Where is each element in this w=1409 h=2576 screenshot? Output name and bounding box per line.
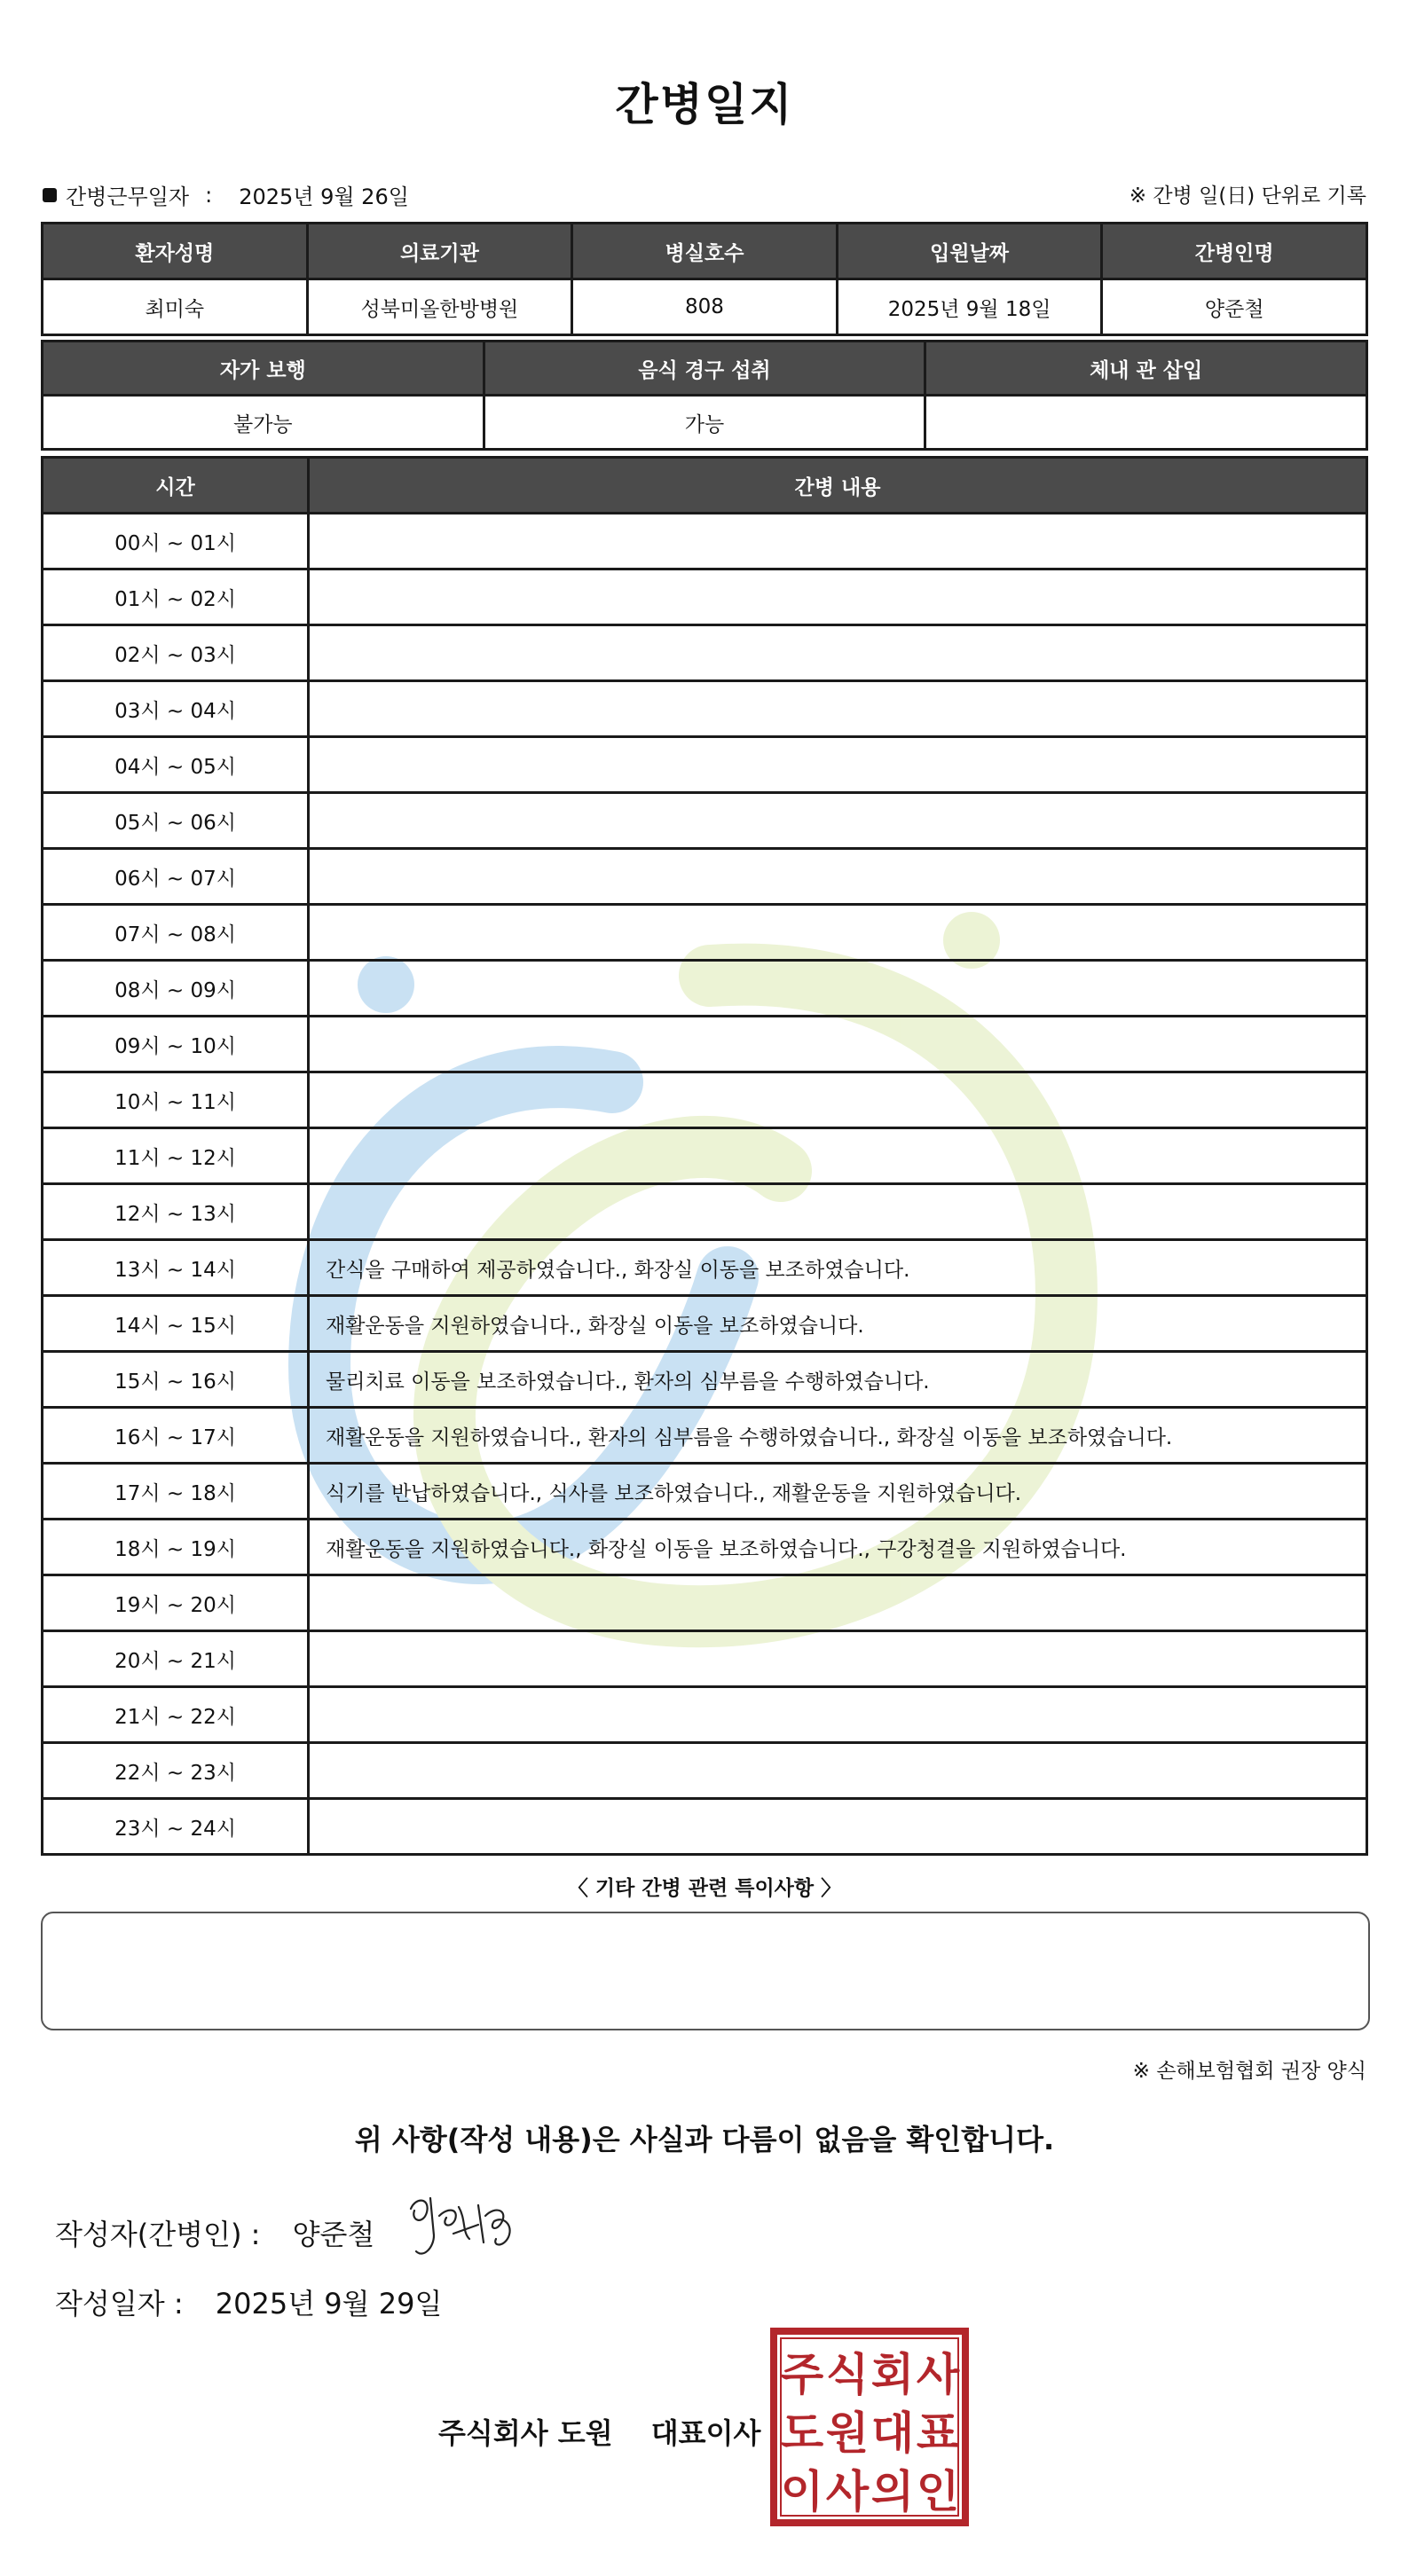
table-row bbox=[43, 1575, 1367, 1631]
bullet-square-icon bbox=[43, 188, 57, 202]
time-slot: 06시 ~ 07시 bbox=[43, 849, 309, 905]
care-content bbox=[309, 1799, 1367, 1855]
tube-insertion-value bbox=[925, 396, 1367, 450]
writer-label: 작성자(간병인) : bbox=[55, 2218, 261, 2251]
care-content bbox=[309, 1743, 1367, 1799]
seal-character: 사 bbox=[825, 2465, 870, 2517]
table-row bbox=[43, 1799, 1367, 1855]
seal-character: 회 bbox=[870, 2348, 915, 2400]
company-name: 주식회사 도원 bbox=[438, 2416, 613, 2450]
table-row bbox=[43, 1631, 1367, 1687]
notes-title: 〈 기타 간병 관련 특이사항 〉 bbox=[567, 1877, 842, 1900]
written-date-label: 작성일자 : bbox=[55, 2287, 184, 2321]
patient-header-row bbox=[43, 224, 1367, 279]
patient-name: 최미숙 bbox=[43, 279, 308, 335]
seal-character: 도 bbox=[780, 2407, 824, 2459]
table-row bbox=[43, 849, 1367, 905]
caregiver-name: 양준철 bbox=[1102, 279, 1367, 335]
table-row bbox=[43, 1352, 1367, 1408]
care-content bbox=[309, 1631, 1367, 1687]
care-content bbox=[309, 625, 1367, 681]
table-row bbox=[43, 681, 1367, 737]
care-content bbox=[309, 961, 1367, 1017]
seal-character: 원 bbox=[825, 2407, 870, 2459]
time-slot: 08시 ~ 09시 bbox=[43, 961, 309, 1017]
seal-character: 인 bbox=[916, 2465, 960, 2517]
table-row bbox=[43, 1128, 1367, 1184]
seal-character: 사 bbox=[916, 2348, 960, 2400]
company-line bbox=[438, 2411, 760, 2452]
header-admission-date: 입원날짜 bbox=[837, 224, 1102, 279]
table-row bbox=[43, 905, 1367, 961]
table-row bbox=[43, 514, 1367, 569]
care-content bbox=[309, 1184, 1367, 1240]
table-row bbox=[43, 1072, 1367, 1128]
table-row bbox=[43, 1743, 1367, 1799]
work-date bbox=[43, 179, 409, 210]
table-row bbox=[43, 569, 1367, 625]
time-slot: 09시 ~ 10시 bbox=[43, 1017, 309, 1072]
care-content bbox=[309, 1072, 1367, 1128]
room-number: 808 bbox=[572, 279, 838, 335]
time-slot: 00시 ~ 01시 bbox=[43, 514, 309, 569]
work-date-value: 2025년 9월 26일 bbox=[239, 185, 409, 209]
hospital-name: 성북미올한방병원 bbox=[307, 279, 572, 335]
time-slot: 18시 ~ 19시 bbox=[43, 1520, 309, 1575]
care-content bbox=[309, 1017, 1367, 1072]
time-slot: 23시 ~ 24시 bbox=[43, 1799, 309, 1855]
handwritten-signature bbox=[404, 2189, 528, 2264]
time-slot: 16시 ~ 17시 bbox=[43, 1408, 309, 1464]
seal-character: 식 bbox=[825, 2348, 870, 2400]
table-row bbox=[43, 1296, 1367, 1352]
table-row bbox=[43, 1408, 1367, 1464]
time-slot: 11시 ~ 12시 bbox=[43, 1128, 309, 1184]
care-content bbox=[309, 737, 1367, 793]
seal-character: 대 bbox=[870, 2407, 915, 2459]
care-content bbox=[309, 681, 1367, 737]
header-self-walking: 자가 보행 bbox=[43, 342, 484, 396]
time-slot: 04시 ~ 05시 bbox=[43, 737, 309, 793]
care-content bbox=[309, 793, 1367, 849]
table-row bbox=[43, 1464, 1367, 1520]
time-slot: 20시 ~ 21시 bbox=[43, 1631, 309, 1687]
time-slot: 12시 ~ 13시 bbox=[43, 1184, 309, 1240]
table-row bbox=[43, 793, 1367, 849]
patient-value-row bbox=[43, 279, 1367, 335]
care-content bbox=[309, 1687, 1367, 1743]
seal-character: 표 bbox=[916, 2407, 960, 2459]
header-hospital: 의료기관 bbox=[307, 224, 572, 279]
table-row bbox=[43, 961, 1367, 1017]
page-title: 간병일지 bbox=[615, 79, 794, 130]
notes-box bbox=[41, 1912, 1370, 2030]
time-slot: 07시 ~ 08시 bbox=[43, 905, 309, 961]
care-content: 재활운동을 지원하였습니다., 화장실 이동을 보조하였습니다. bbox=[309, 1296, 1367, 1352]
oral-intake-value: 가능 bbox=[484, 396, 925, 450]
care-content bbox=[309, 849, 1367, 905]
writer-line bbox=[55, 2212, 374, 2253]
table-row bbox=[43, 1520, 1367, 1575]
patient-status-table bbox=[41, 340, 1368, 451]
status-header-row bbox=[43, 342, 1367, 396]
time-slot: 22시 ~ 23시 bbox=[43, 1743, 309, 1799]
care-content: 간식을 구매하여 제공하였습니다., 화장실 이동을 보조하였습니다. bbox=[309, 1240, 1367, 1296]
care-content bbox=[309, 1128, 1367, 1184]
time-slot: 14시 ~ 15시 bbox=[43, 1296, 309, 1352]
time-slot: 02시 ~ 03시 bbox=[43, 625, 309, 681]
table-row bbox=[43, 1184, 1367, 1240]
care-content: 재활운동을 지원하였습니다., 화장실 이동을 보조하였습니다., 구강청결을 지원하였습니다. bbox=[309, 1520, 1367, 1575]
time-slot: 10시 ~ 11시 bbox=[43, 1072, 309, 1128]
care-content bbox=[309, 1575, 1367, 1631]
status-value-row bbox=[43, 396, 1367, 450]
unit-note: ※ 간병 일(日) 단위로 기록 bbox=[1129, 185, 1366, 208]
patient-info-table bbox=[41, 222, 1368, 336]
table-row bbox=[43, 1687, 1367, 1743]
table-row bbox=[43, 1240, 1367, 1296]
company-seal-stamp bbox=[770, 2328, 969, 2526]
table-row bbox=[43, 625, 1367, 681]
written-date-value: 2025년 9월 29일 bbox=[215, 2287, 443, 2321]
company-title: 대표이사 bbox=[650, 2416, 761, 2450]
seal-character: 주 bbox=[780, 2348, 824, 2400]
table-row bbox=[43, 1017, 1367, 1072]
care-content: 식기를 반납하였습니다., 식사를 보조하였습니다., 재활운동을 지원하였습니다. bbox=[309, 1464, 1367, 1520]
work-date-colon: : bbox=[205, 182, 213, 208]
seal-character: 이 bbox=[780, 2465, 824, 2517]
care-content bbox=[309, 569, 1367, 625]
time-slot: 13시 ~ 14시 bbox=[43, 1240, 309, 1296]
writer-name: 양준철 bbox=[292, 2218, 375, 2251]
header-patient-name: 환자성명 bbox=[43, 224, 308, 279]
confirmation-statement: 위 사항(작성 내용)은 사실과 다름이 없음을 확인합니다. bbox=[354, 2123, 1055, 2156]
time-slot: 19시 ~ 20시 bbox=[43, 1575, 309, 1631]
work-date-label: 간병근무일자 bbox=[66, 185, 190, 209]
time-slot: 03시 ~ 04시 bbox=[43, 681, 309, 737]
header-caregiver-name: 간병인명 bbox=[1102, 224, 1367, 279]
care-log-table bbox=[41, 456, 1368, 1856]
care-content: 물리치료 이동을 보조하였습니다., 환자의 심부름을 수행하였습니다. bbox=[309, 1352, 1367, 1408]
header-time: 시간 bbox=[43, 458, 309, 514]
table-row bbox=[43, 737, 1367, 793]
time-slot: 21시 ~ 22시 bbox=[43, 1687, 309, 1743]
time-slot: 05시 ~ 06시 bbox=[43, 793, 309, 849]
seal-character: 의 bbox=[870, 2465, 915, 2517]
header-room: 병실호수 bbox=[572, 224, 838, 279]
care-content: 재활운동을 지원하였습니다., 환자의 심부름을 수행하였습니다., 화장실 이동을 보조하였습니다. bbox=[309, 1408, 1367, 1464]
time-slot: 15시 ~ 16시 bbox=[43, 1352, 309, 1408]
self-walking-value: 불가능 bbox=[43, 396, 484, 450]
written-date-line bbox=[55, 2281, 442, 2322]
recommendation-note: ※ 손해보험협회 권장 양식 bbox=[1132, 2060, 1366, 2083]
header-care-content: 간병 내용 bbox=[309, 458, 1367, 514]
care-content bbox=[309, 514, 1367, 569]
header-oral-intake: 음식 경구 섭취 bbox=[484, 342, 925, 396]
care-content bbox=[309, 905, 1367, 961]
admission-date: 2025년 9월 18일 bbox=[837, 279, 1102, 335]
log-header-row bbox=[43, 458, 1367, 514]
time-slot: 01시 ~ 02시 bbox=[43, 569, 309, 625]
time-slot: 17시 ~ 18시 bbox=[43, 1464, 309, 1520]
header-tube-insertion: 체내 관 삽입 bbox=[925, 342, 1367, 396]
